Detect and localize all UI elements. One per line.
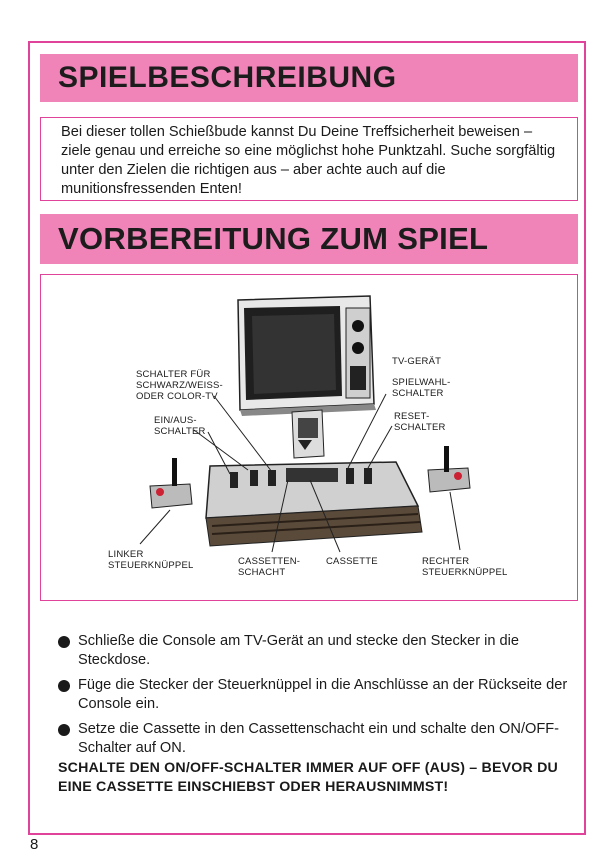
label-line: SCHALTER FÜR [136, 369, 211, 380]
label-line: RECHTER [422, 556, 470, 567]
cassette-illustration [292, 410, 324, 458]
label-right-joystick [422, 556, 507, 578]
list-item [58, 632, 578, 670]
warning-text: SCHALTE DEN ON/OFF-SCHALTER IMMER AUF OFF (AUS) – BEVOR DU EINE CASSETTE EINSCHIEBST ODER HERAUSNIMMST! [58, 760, 558, 795]
label-line: CASSETTEN- [238, 556, 301, 567]
bullet-icon [58, 724, 70, 736]
instruction-text: Setze die Cassette in den Cassettenschacht ein und schalte den ON/OFF-Schalter auf ON. [78, 721, 560, 756]
label-color-switch [136, 369, 223, 402]
label-game-select [392, 377, 451, 399]
label-cassette-slot [238, 556, 300, 578]
instruction-text: Schließe die Console am TV-Gerät an und stecke den Stecker in die Steckdose. [78, 633, 520, 668]
list-item [58, 720, 578, 758]
label-line: SCHALTER [392, 388, 444, 399]
label-line: LINKER [108, 549, 144, 560]
bullet-icon [58, 636, 70, 648]
label-line: SPIELWAHL- [392, 377, 451, 388]
label-line: RESET- [394, 411, 430, 422]
section-title-description: SPIELBESCHREIBUNG [40, 54, 578, 102]
label-reset [394, 411, 446, 433]
section-title-preparation: VORBEREITUNG ZUM SPIEL [40, 214, 578, 264]
label-line: SCHALTER [154, 426, 206, 437]
bullet-icon [58, 680, 70, 692]
label-power-switch [154, 415, 206, 437]
label-line: SCHWARZ/WEISS- [136, 380, 223, 391]
instruction-list [58, 632, 578, 764]
label-cassette: CASSETTE [326, 556, 378, 567]
description-text: Bei dieser tollen Schießbude kannst Du Deine Treffsicherheit beweisen – ziele genau und erreiche so eine möglichst hohe Punktzahl. Suche sorgfältig unter den Zielen die richtigen aus – aber achte auch auf die munitionsfressenden Enten! [40, 117, 578, 201]
tv-illustration [238, 296, 376, 416]
console-illustration [206, 462, 422, 546]
left-joystick-illustration [150, 458, 192, 508]
label-line: SCHALTER [394, 422, 446, 433]
label-line: SCHACHT [238, 567, 286, 578]
label-line: EIN/AUS- [154, 415, 197, 426]
list-item [58, 676, 578, 714]
page-number: 8 [30, 836, 39, 853]
right-joystick-illustration [428, 446, 470, 492]
label-left-joystick [108, 549, 193, 571]
label-line: STEUERKNÜPPEL [422, 567, 508, 578]
label-line: ODER COLOR-TV [136, 391, 218, 402]
label-line: STEUERKNÜPPEL [108, 560, 194, 571]
label-tv: TV-GERÄT [392, 356, 442, 367]
instruction-text: Füge die Stecker der Steuerknüppel in die Anschlüsse an der Rückseite der Console ein. [78, 677, 568, 712]
